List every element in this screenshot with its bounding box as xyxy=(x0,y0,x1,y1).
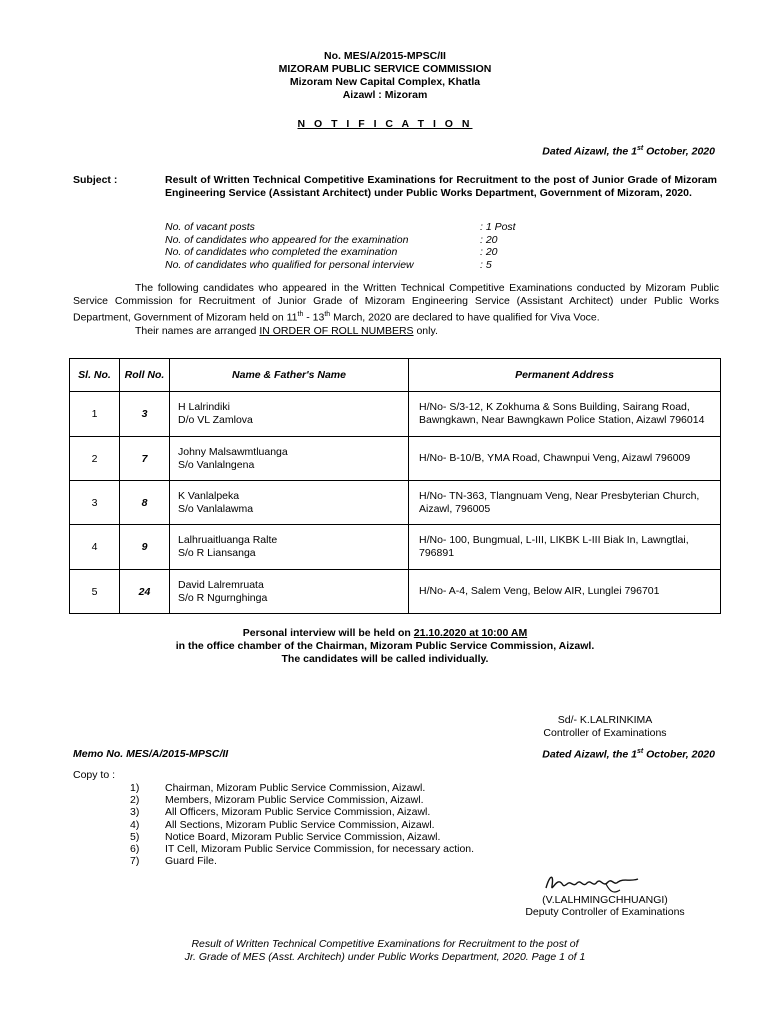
interview-notice: Personal interview will be held on 21.10.2020 at 10:00 AM in the office chamber of the Chairman, Mizoram Public Service Commission, Aizawl. The candidates will be called individually. xyxy=(175,627,595,665)
stat-row: No. of candidates who appeared for the examination : 20 xyxy=(165,233,498,246)
copy-to-list xyxy=(130,782,474,867)
handwritten-signature xyxy=(540,870,650,896)
table-header-row xyxy=(70,359,721,392)
notification-date: Dated Aizawl, the 1st October, 2020 xyxy=(542,145,715,158)
subject-label: Subject : xyxy=(73,174,118,186)
col-roll-no: Roll No. xyxy=(120,359,170,392)
list-item: 2) Members, Mizoram Public Service Commission, Aizawl. xyxy=(130,794,424,807)
table-row: 5 24 David Lalremruata S/o R Ngurnghinga H/No- A-4, Salem Veng, Below AIR, Lunglei 796701 xyxy=(70,570,721,614)
table-row: 1 3 H Lalrindiki D/o VL Zamlova H/No- S/3-12, K Zokhuma & Sons Building, Sairang Road, Bawngkawn, Near Bawngkawn Police Station, Aizawl 796014 xyxy=(70,392,721,437)
list-item: 7) Guard File. xyxy=(130,855,217,868)
commission-name: MIZORAM PUBLIC SERVICE COMMISSION xyxy=(278,63,492,75)
stat-row: No. of vacant posts : 1 Post xyxy=(165,221,516,233)
list-item: 1) Chairman, Mizoram Public Service Commission, Aizawl. xyxy=(130,782,426,794)
col-name: Name & Father's Name xyxy=(170,359,409,392)
stat-row: No. of candidates who qualified for personal interview : 5 xyxy=(165,258,492,271)
table-row: 3 8 K Vanlalpeka S/o Vanlalawma H/No- TN-363, Tlangnuam Veng, Near Presbyterian Church, Aizawl, 796005 xyxy=(70,481,721,525)
col-address: Permanent Address xyxy=(409,359,721,392)
exam-stats xyxy=(165,221,516,271)
body-paragraph: The following candidates who appeared in the Written Technical Competitive Examinations conducted by Mizoram Public Service Commission for Recruitment of Junior Grade of Mizoram Engineering Service (Assistant Architect) under Public Works Department, Government of Mizoram held on 11th - 13th March, 2020 are declared to have qualified for Viva Voce. Their names are arranged IN ORDER OF ROLL NUMBERS only. xyxy=(73,282,719,337)
subject-text: Result of Written Technical Competitive Examinations for Recruitment to the post of Junior Grade of Mizoram Engineering Service (Assistant Architect) under Public Works Department, Government of Mizoram, 2020. xyxy=(165,174,717,199)
memo-number: Memo No. MES/A/2015-MPSC/II xyxy=(73,748,229,760)
results-table xyxy=(69,358,721,614)
notification-title: N O T I F I C A T I O N xyxy=(297,118,473,130)
col-sl-no: Sl. No. xyxy=(70,359,120,392)
controller-signature-block: Sd/- K.LALRINKIMA Controller of Examinations xyxy=(543,714,667,739)
deputy-controller-signature-block: (V.LALHMINGCHHUANGI) Deputy Controller of Examinations xyxy=(525,894,685,918)
stat-row: No. of candidates who completed the examination : 20 xyxy=(165,246,498,258)
list-item: 3) All Officers, Mizoram Public Service Commission, Aizawl. xyxy=(130,806,431,819)
commission-city: Aizawl : Mizoram xyxy=(342,89,428,101)
table-row: 4 9 Lalhruaitluanga Ralte S/o R Liansanga H/No- 100, Bungmual, L-III, LIKBK L-III Biak In, Lawngtlai, 796891 xyxy=(70,525,721,570)
list-item: 4) All Sections, Mizoram Public Service Commission, Aizawl. xyxy=(130,818,435,831)
table-row: 2 7 Johny Malsawmtluanga S/o Vanlalngena H/No- B-10/B, YMA Road, Chawnpui Veng, Aizawl 796009 xyxy=(70,437,721,481)
copy-to-label: Copy to : xyxy=(73,769,116,781)
list-item: 5) Notice Board, Mizoram Public Service Commission, Aizawl. xyxy=(130,830,441,843)
memo-date: Dated Aizawl, the 1st October, 2020 xyxy=(542,748,715,761)
list-item: 6) IT Cell, Mizoram Public Service Commission, for necessary action. xyxy=(130,843,475,856)
reference-number: No. MES/A/2015-MPSC/II xyxy=(324,50,446,62)
commission-address: Mizoram New Capital Complex, Khatla xyxy=(289,76,481,88)
page-footer: Result of Written Technical Competitive Examinations for Recruitment to the post of Jr. Grade of MES (Asst. Architech) under Public Works Department, 2020. Page 1 of 1 xyxy=(184,938,586,963)
